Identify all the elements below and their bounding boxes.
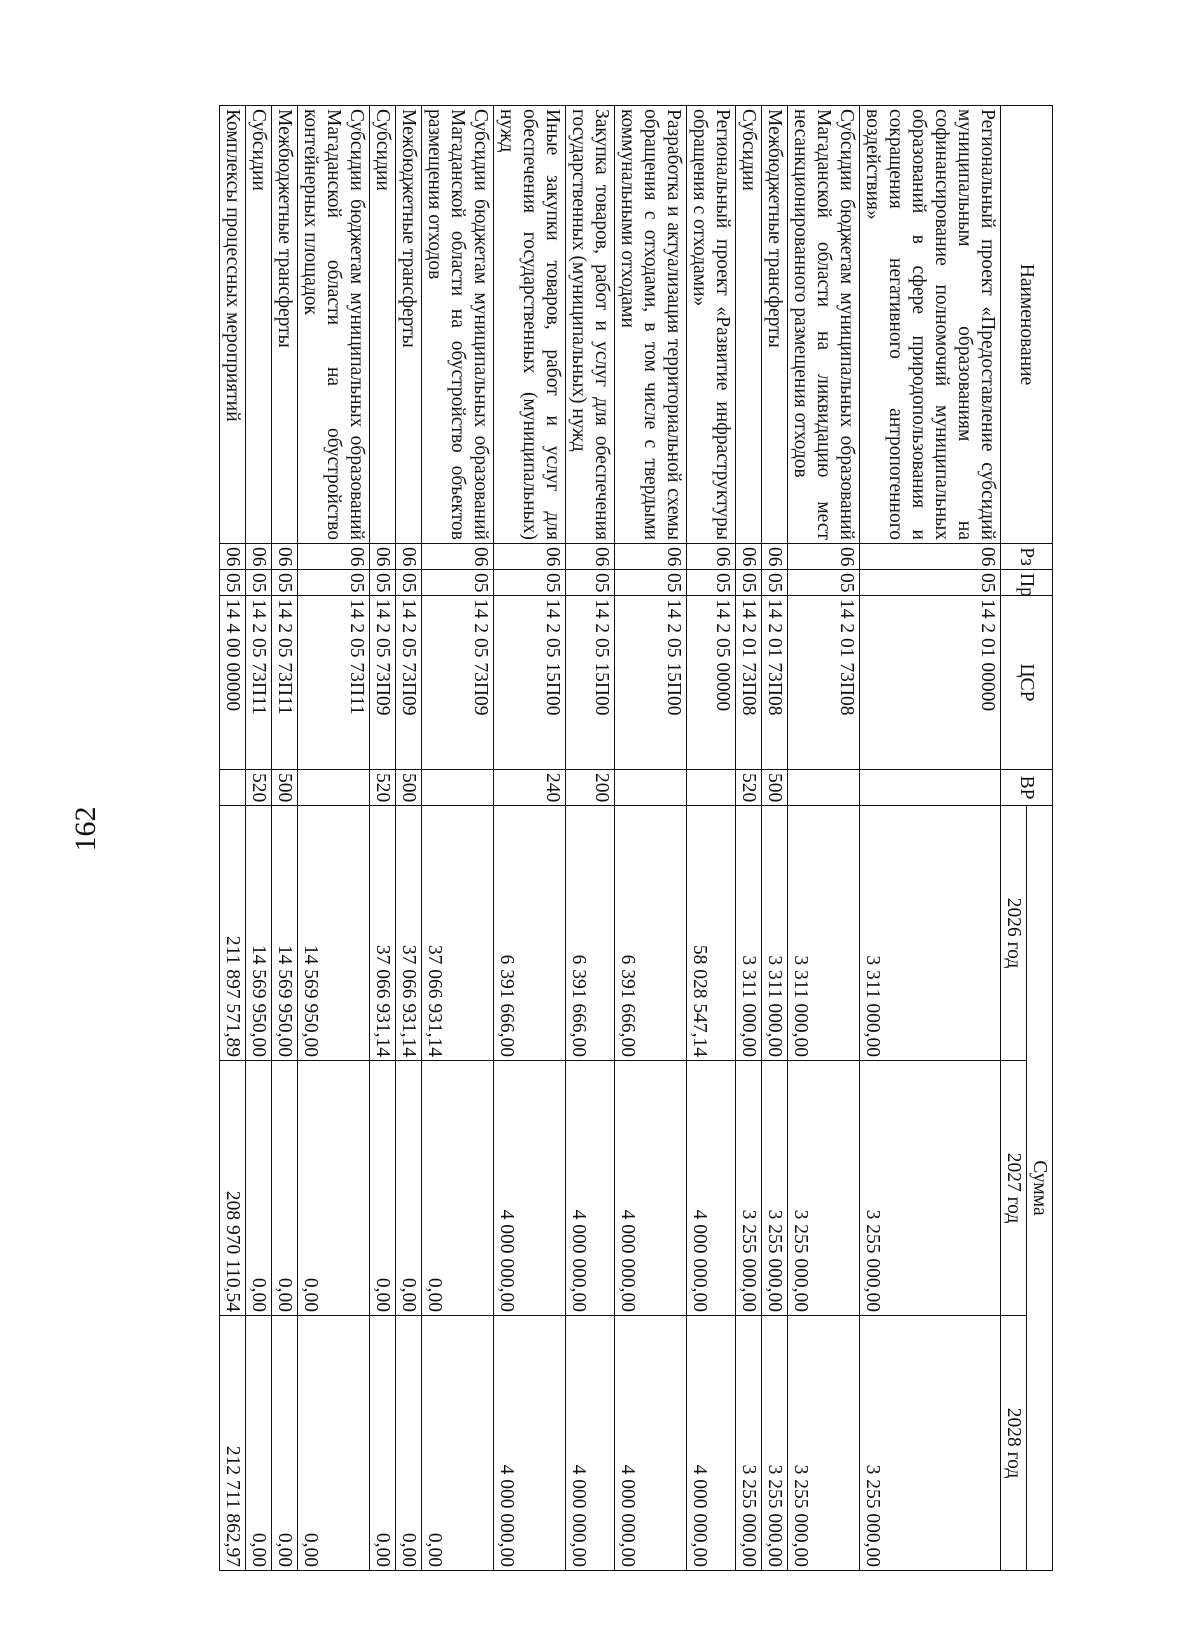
cell-pr: 05	[246, 570, 272, 596]
header-row-top	[1027, 106, 1053, 1571]
cell-sum-2027: 4 000 000,00	[566, 1061, 615, 1316]
table-row	[370, 106, 396, 1571]
header-vr: ВР	[1001, 770, 1053, 806]
table-row	[566, 106, 615, 1571]
cell-sum-2027: 3 255 000,00	[762, 1061, 788, 1316]
cell-pr: 05	[788, 570, 860, 596]
cell-name: Закупка товаров, работ и услуг для обеспечения государственных (муниципальных) нужд	[566, 106, 615, 544]
cell-pr: 05	[272, 570, 298, 596]
header-pr: Пр	[1001, 570, 1053, 596]
table-row	[220, 106, 246, 1571]
cell-vr	[298, 770, 370, 806]
cell-sum-2027: 0,00	[396, 1061, 422, 1316]
cell-vr: 520	[370, 770, 396, 806]
cell-rz: 06	[422, 544, 494, 570]
cell-sum-2028: 4 000 000,00	[615, 1316, 687, 1571]
cell-sum-2028: 0,00	[370, 1316, 396, 1571]
cell-vr: 500	[396, 770, 422, 806]
cell-name: Субсидии	[370, 106, 396, 544]
cell-vr	[220, 770, 246, 806]
cell-sum-2028: 0,00	[396, 1316, 422, 1571]
cell-name: Региональный проект «Развитие инфраструктуры обращения с отходами»	[687, 106, 736, 544]
cell-csr: 14 2 01 00000	[860, 596, 1001, 770]
header-year-2027: 2027 год	[1001, 1061, 1027, 1316]
cell-sum-2028: 0,00	[298, 1316, 370, 1571]
header-year-2026: 2026 год	[1001, 806, 1027, 1061]
cell-sum-2027: 3 255 000,00	[736, 1061, 762, 1316]
table-row	[615, 106, 687, 1571]
table-row	[272, 106, 298, 1571]
cell-name: Межбюджетные трансферты	[762, 106, 788, 544]
cell-csr: 14 2 05 15П00	[494, 596, 566, 770]
cell-csr: 14 2 01 73П08	[788, 596, 860, 770]
cell-vr: 240	[494, 770, 566, 806]
cell-sum-2027: 4 000 000,00	[615, 1061, 687, 1316]
cell-pr: 05	[860, 570, 1001, 596]
cell-rz: 06	[246, 544, 272, 570]
cell-sum-2027: 0,00	[272, 1061, 298, 1316]
cell-csr: 14 2 05 15П00	[566, 596, 615, 770]
cell-sum-2027: 0,00	[298, 1061, 370, 1316]
cell-sum-2026: 3 311 000,00	[736, 806, 762, 1061]
page-number: 162	[69, 806, 102, 852]
cell-sum-2027: 0,00	[370, 1061, 396, 1316]
cell-sum-2028: 4 000 000,00	[687, 1316, 736, 1571]
cell-csr: 14 2 05 15П00	[615, 596, 687, 770]
cell-rz: 06	[298, 544, 370, 570]
cell-name: Разработка и актуализация территориальной схемы обращения с отходами, в том числе с твердыми коммунальными отходами	[615, 106, 687, 544]
cell-sum-2027: 4 000 000,00	[687, 1061, 736, 1316]
table-body	[220, 106, 1001, 1571]
cell-vr	[860, 770, 1001, 806]
cell-csr: 14 2 01 73П08	[762, 596, 788, 770]
cell-csr: 14 2 05 00000	[687, 596, 736, 770]
cell-name: Межбюджетные трансферты	[272, 106, 298, 544]
cell-name: Иные закупки товаров, работ и услуг для обеспечения государственных (муниципальных) нужд	[494, 106, 566, 544]
header-sum: Сумма	[1027, 806, 1053, 1571]
cell-rz: 06	[566, 544, 615, 570]
cell-csr: 14 2 05 73П09	[396, 596, 422, 770]
cell-csr: 14 4 00 00000	[220, 596, 246, 770]
cell-csr: 14 2 05 73П09	[422, 596, 494, 770]
cell-vr	[687, 770, 736, 806]
cell-sum-2028: 3 255 000,00	[860, 1316, 1001, 1571]
cell-sum-2026: 6 391 666,00	[566, 806, 615, 1061]
cell-sum-2026: 37 066 931,14	[396, 806, 422, 1061]
cell-vr: 500	[762, 770, 788, 806]
cell-csr: 14 2 05 73П11	[246, 596, 272, 770]
cell-pr: 05	[494, 570, 566, 596]
cell-pr: 05	[687, 570, 736, 596]
header-year-2028: 2028 год	[1001, 1316, 1027, 1571]
cell-rz: 06	[615, 544, 687, 570]
cell-sum-2026: 14 569 950,00	[298, 806, 370, 1061]
table-row	[396, 106, 422, 1571]
cell-vr: 500	[272, 770, 298, 806]
cell-pr: 05	[762, 570, 788, 596]
cell-sum-2028: 3 255 000,00	[736, 1316, 762, 1571]
cell-name: Субсидии бюджетам муниципальных образований Магаданской области на обустройство объектов размещения отходов	[422, 106, 494, 544]
cell-rz: 06	[370, 544, 396, 570]
budget-table	[219, 105, 1053, 1571]
cell-sum-2028: 0,00	[272, 1316, 298, 1571]
cell-sum-2026: 37 066 931,14	[370, 806, 396, 1061]
cell-csr: 14 2 05 73П09	[370, 596, 396, 770]
cell-sum-2026: 14 569 950,00	[272, 806, 298, 1061]
cell-rz: 06	[687, 544, 736, 570]
cell-sum-2027: 3 255 000,00	[788, 1061, 860, 1316]
budget-sheet	[153, 105, 1053, 1570]
cell-rz: 06	[396, 544, 422, 570]
cell-sum-2028: 0,00	[422, 1316, 494, 1571]
cell-sum-2026: 37 066 931,14	[422, 806, 494, 1061]
table-row	[494, 106, 566, 1571]
cell-pr: 05	[370, 570, 396, 596]
cell-vr	[422, 770, 494, 806]
cell-sum-2028: 4 000 000,00	[566, 1316, 615, 1571]
cell-csr: 14 2 05 73П11	[298, 596, 370, 770]
cell-name: Субсидии бюджетам муниципальных образований Магаданской области на обустройство контейнерных площадок	[298, 106, 370, 544]
cell-vr	[788, 770, 860, 806]
cell-rz: 06	[788, 544, 860, 570]
cell-sum-2026: 3 311 000,00	[762, 806, 788, 1061]
cell-name: Субсидии бюджетам муниципальных образований Магаданской области на ликвидацию мест несанкционированного размещения отходов	[788, 106, 860, 544]
cell-csr: 14 2 01 73П08	[736, 596, 762, 770]
cell-sum-2026: 58 028 547,14	[687, 806, 736, 1061]
cell-sum-2027: 0,00	[246, 1061, 272, 1316]
cell-pr: 05	[220, 570, 246, 596]
cell-sum-2028: 212 711 862,97	[220, 1316, 246, 1571]
cell-sum-2026: 211 897 571,89	[220, 806, 246, 1061]
cell-vr: 520	[246, 770, 272, 806]
cell-sum-2027: 0,00	[422, 1061, 494, 1316]
cell-rz: 06	[736, 544, 762, 570]
cell-pr: 05	[736, 570, 762, 596]
table-row	[788, 106, 860, 1571]
cell-sum-2028: 4 000 000,00	[494, 1316, 566, 1571]
table-row	[860, 106, 1001, 1571]
cell-sum-2026: 3 311 000,00	[788, 806, 860, 1061]
cell-sum-2027: 4 000 000,00	[494, 1061, 566, 1316]
cell-csr: 14 2 05 73П11	[272, 596, 298, 770]
cell-name: Субсидии	[736, 106, 762, 544]
header-name: Наименование	[1001, 106, 1053, 544]
cell-vr: 200	[566, 770, 615, 806]
table-row	[422, 106, 494, 1571]
cell-pr: 05	[298, 570, 370, 596]
cell-rz: 06	[272, 544, 298, 570]
cell-name: Межбюджетные трансферты	[396, 106, 422, 544]
table-row	[298, 106, 370, 1571]
cell-sum-2026: 3 311 000,00	[860, 806, 1001, 1061]
cell-vr: 520	[736, 770, 762, 806]
table-row	[736, 106, 762, 1571]
cell-sum-2028: 0,00	[246, 1316, 272, 1571]
cell-rz: 06	[494, 544, 566, 570]
cell-pr: 05	[422, 570, 494, 596]
cell-rz: 06	[860, 544, 1001, 570]
cell-pr: 05	[566, 570, 615, 596]
table-row	[246, 106, 272, 1571]
cell-name: Региональный проект «Предоставление субсидий муниципальным образованиям на софинансирование полномочий муниципальных образований в сфере природопользования и сокращения негативного антропогенного воздействия»	[860, 106, 1001, 544]
cell-rz: 06	[220, 544, 246, 570]
cell-sum-2027: 208 970 110,54	[220, 1061, 246, 1316]
cell-rz: 06	[762, 544, 788, 570]
header-rz: Рз	[1001, 544, 1053, 570]
cell-sum-2028: 3 255 000,00	[788, 1316, 860, 1571]
header-csr: ЦСР	[1001, 596, 1053, 770]
cell-sum-2027: 3 255 000,00	[860, 1061, 1001, 1316]
table-row	[762, 106, 788, 1571]
cell-name: Комплексы процессных мероприятий	[220, 106, 246, 544]
cell-sum-2026: 6 391 666,00	[615, 806, 687, 1061]
table-row	[687, 106, 736, 1571]
cell-vr	[615, 770, 687, 806]
cell-sum-2026: 14 569 950,00	[246, 806, 272, 1061]
cell-sum-2026: 6 391 666,00	[494, 806, 566, 1061]
cell-sum-2028: 3 255 000,00	[762, 1316, 788, 1571]
cell-pr: 05	[396, 570, 422, 596]
cell-name: Субсидии	[246, 106, 272, 544]
cell-pr: 05	[615, 570, 687, 596]
